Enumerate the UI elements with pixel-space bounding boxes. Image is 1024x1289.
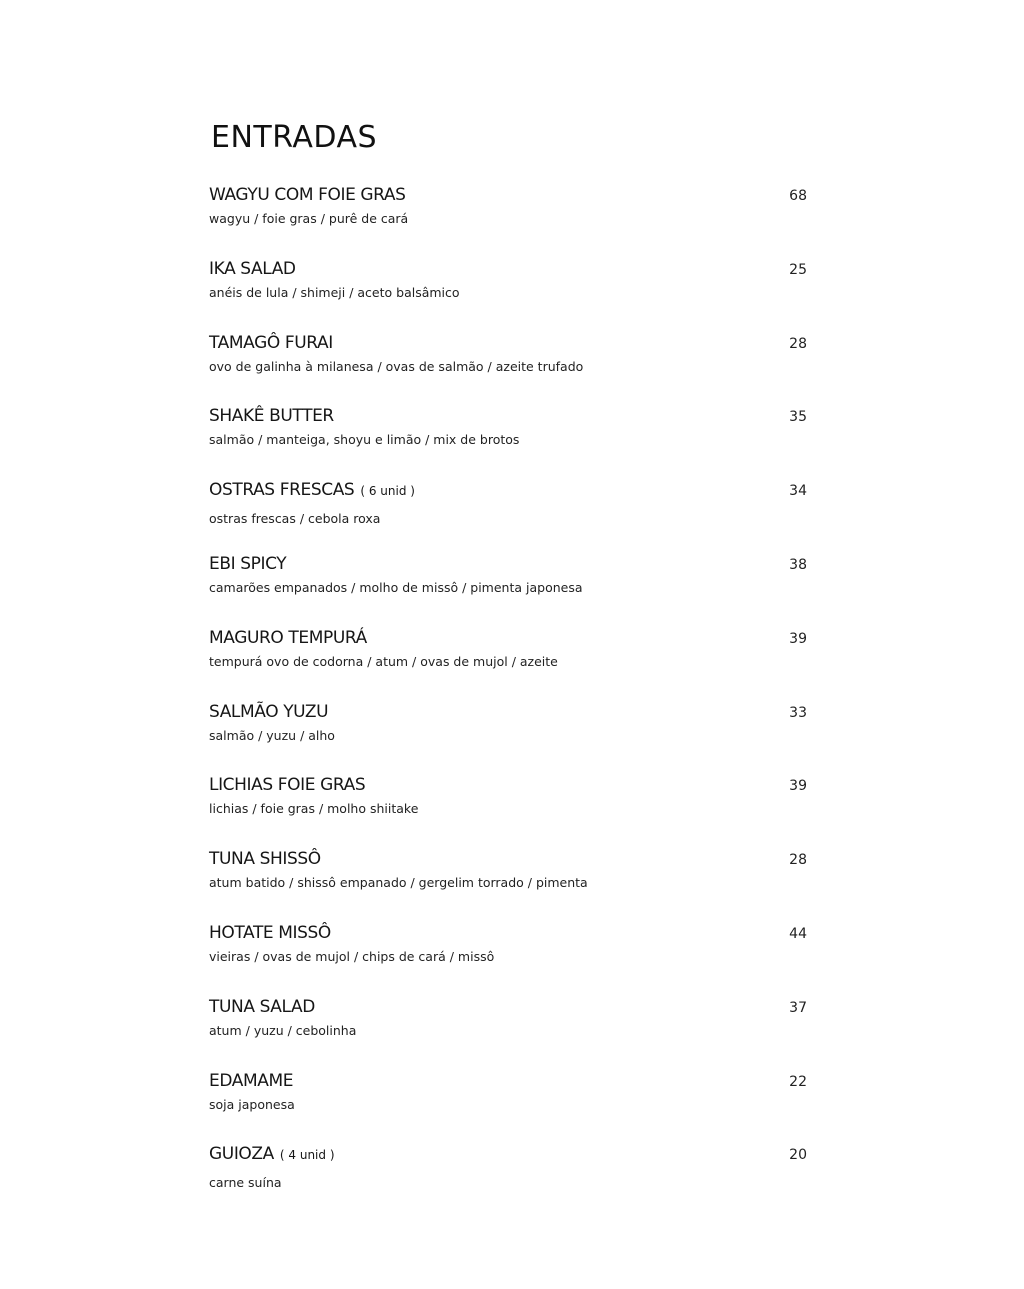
item-name: IKA SALAD — [209, 258, 296, 279]
item-description: ovo de galinha à milanesa / ovas de salmão / azeite trufado — [209, 358, 584, 374]
menu-item — [209, 771, 809, 845]
item-price: 35 — [789, 409, 807, 426]
item-name: SHAKÊ BUTTER — [209, 406, 334, 427]
menu-item — [209, 402, 809, 476]
item-price: 20 — [789, 1147, 807, 1164]
menu-item — [209, 845, 809, 919]
item-name: EBI SPICY — [209, 553, 287, 574]
menu-list — [209, 181, 809, 1214]
item-quantity: ( 6 unid ) — [360, 484, 415, 499]
menu-item — [209, 624, 809, 698]
menu-item — [209, 550, 809, 624]
item-price: 34 — [789, 483, 807, 500]
item-description: vieiras / ovas de mujol / chips de cará / missô — [209, 948, 495, 964]
item-price: 33 — [789, 704, 807, 721]
menu-item — [209, 329, 809, 403]
item-name: EDAMAME — [209, 1070, 294, 1091]
menu-item — [209, 919, 809, 993]
item-description: lichias / foie gras / molho shiitake — [209, 801, 419, 817]
item-price: 28 — [789, 335, 807, 352]
item-price: 39 — [789, 778, 807, 795]
item-price: 28 — [789, 852, 807, 869]
item-description: atum / yuzu / cebolinha — [209, 1022, 357, 1038]
item-price: 39 — [789, 630, 807, 647]
menu-item — [209, 476, 809, 550]
page-title: ENTRADAS — [211, 120, 378, 155]
item-description: anéis de lula / shimeji / aceto balsâmico — [209, 284, 460, 300]
item-price: 22 — [789, 1073, 807, 1090]
item-price: 38 — [789, 556, 807, 573]
item-price: 37 — [789, 999, 807, 1016]
item-name: MAGURO TEMPURÁ — [209, 627, 367, 648]
item-name: GUIOZA — [209, 1144, 274, 1165]
item-price: 68 — [789, 188, 807, 204]
menu-item — [209, 181, 809, 255]
item-name-line — [209, 476, 415, 505]
item-name: LICHIAS FOIE GRAS — [209, 775, 366, 796]
item-description: ostras frescas / cebola roxa — [209, 511, 381, 527]
item-price: 44 — [789, 925, 807, 942]
menu-item — [209, 1067, 809, 1141]
item-name: TAMAGÔ FURAI — [209, 332, 333, 353]
item-name: TUNA SHISSÔ — [209, 849, 321, 870]
item-description: tempurá ovo de codorna / atum / ovas de mujol / azeite — [209, 653, 558, 669]
item-description: atum batido / shissô empanado / gergelim torrado / pimenta — [209, 875, 588, 891]
item-quantity: ( 4 unid ) — [279, 1148, 335, 1163]
item-description: carne suína — [209, 1175, 282, 1191]
item-name: TUNA SALAD — [209, 996, 315, 1017]
item-name: OSTRAS FRESCAS — [209, 480, 355, 501]
item-name: WAGYU COM FOIE GRAS — [209, 185, 406, 205]
menu-item — [209, 1140, 809, 1214]
item-price: 25 — [789, 261, 807, 278]
item-description: camarões empanados / molho de missô / pimenta japonesa — [209, 579, 583, 595]
item-description: soja japonesa — [209, 1096, 295, 1112]
item-name: SALMÃO YUZU — [209, 701, 329, 722]
menu-item — [209, 993, 809, 1067]
item-description: salmão / yuzu / alho — [209, 727, 335, 743]
menu-item — [209, 255, 809, 329]
menu-item — [209, 698, 809, 772]
item-description: wagyu / foie gras / purê de cará — [209, 211, 409, 226]
item-name: HOTATE MISSÔ — [209, 922, 331, 943]
item-name-line — [209, 1140, 335, 1169]
item-description: salmão / manteiga, shoyu e limão / mix de brotos — [209, 432, 520, 448]
